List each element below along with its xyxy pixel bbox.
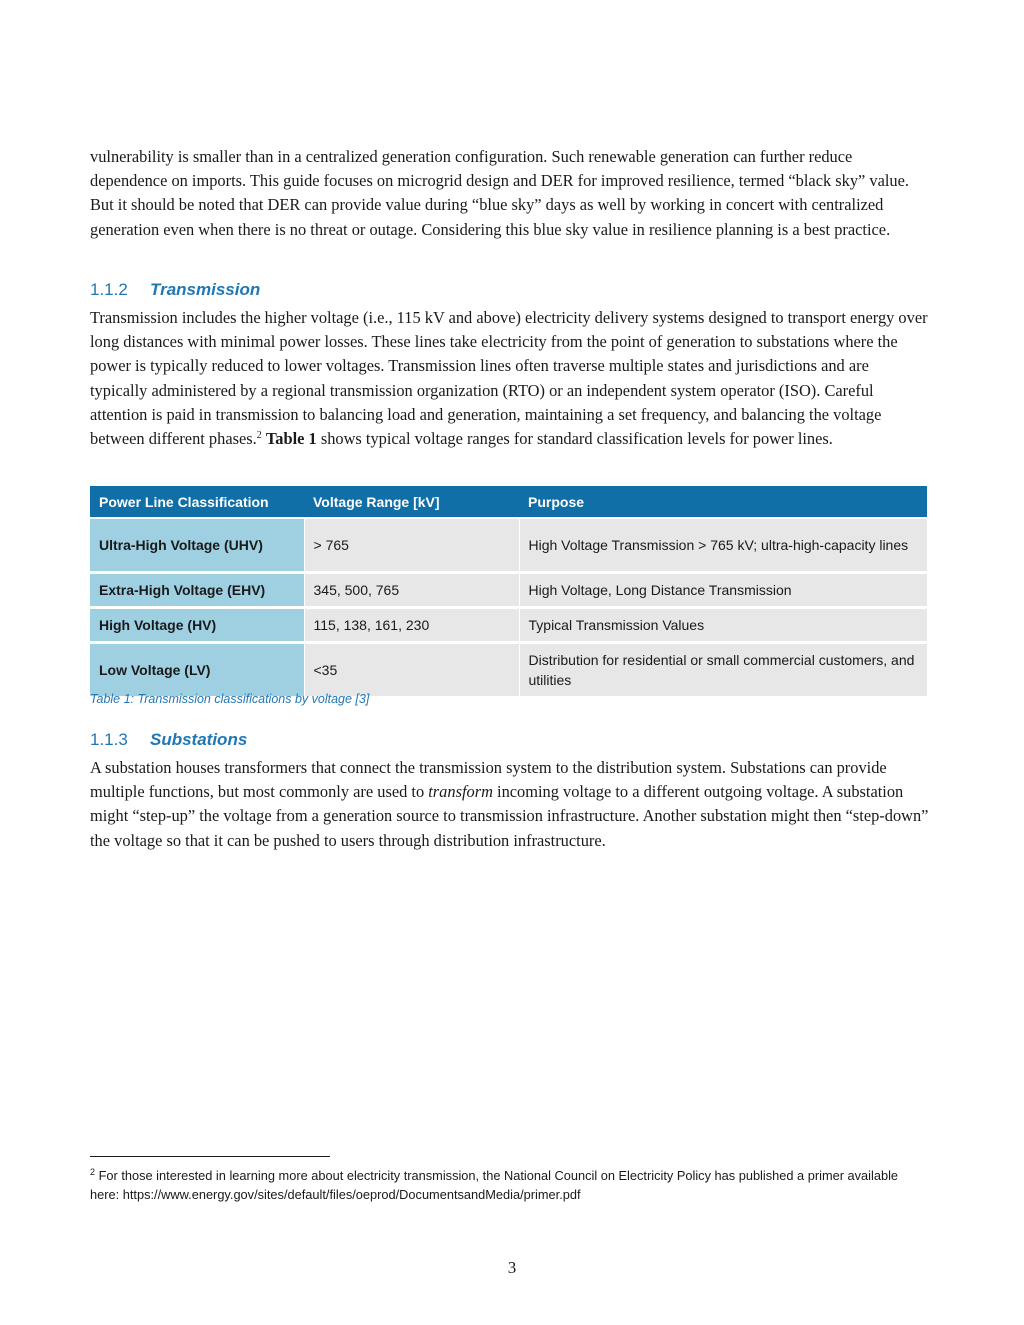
table-caption: Table 1: Transmission classifications by voltage [3] [90, 692, 370, 706]
cell-classification: Ultra-High Voltage (UHV) [90, 518, 304, 573]
header-voltage-range: Voltage Range [kV] [304, 486, 519, 518]
cell-classification: Low Voltage (LV) [90, 643, 304, 698]
footnote-marker: 2 [90, 1167, 96, 1177]
section-number: 1.1.2 [90, 280, 128, 299]
footnote-reference[interactable]: 2 [256, 430, 262, 442]
table-row [90, 643, 927, 698]
cell-purpose: Distribution for residential or small commercial customers, and utilities [519, 643, 927, 698]
header-classification: Power Line Classification [90, 486, 304, 518]
substations-body-before: A substation houses transformers that connect the transmission system to the distribution system. Substations can provide multiple functions, but most commonly are used to [90, 758, 887, 802]
table-row [90, 573, 927, 608]
table-row [90, 518, 927, 573]
substations-body-after: incoming voltage to a different outgoing voltage. A substation might “step-up” the voltage from a generation source to transmission infrastructure. Another substation might then “step-down” the voltage so that it can be pushed to users through distribution infrastructure. [90, 782, 929, 850]
voltage-classification-table [90, 486, 927, 699]
section-heading-substations [90, 729, 247, 751]
section-number: 1.1.3 [90, 730, 128, 749]
footnote [90, 1166, 930, 1204]
header-purpose: Purpose [519, 486, 927, 518]
footnote-text: For those interested in learning more about electricity transmission, the National Council on Electricity Policy has published a primer available here: https://www.energy.gov/sites/default/files/oeprod/DocumentsandMedia/primer.pdf [90, 1168, 899, 1202]
cell-classification: High Voltage (HV) [90, 608, 304, 643]
section-title: Substations [150, 730, 248, 749]
cell-voltage: 345, 500, 765 [304, 573, 519, 608]
cell-voltage: <35 [304, 643, 519, 698]
cell-purpose: Typical Transmission Values [519, 608, 927, 643]
cell-classification: Extra-High Voltage (EHV) [90, 573, 304, 608]
page-number: 3 [507, 1258, 517, 1277]
table-header-row [90, 486, 927, 518]
substations-paragraph [90, 756, 930, 853]
cell-voltage: 115, 138, 161, 230 [304, 608, 519, 643]
transmission-body-tail: shows typical voltage ranges for standard classification levels for power lines. [316, 429, 833, 449]
cell-voltage: > 765 [304, 518, 519, 573]
table-reference[interactable]: Table 1 [265, 429, 317, 449]
table-row [90, 608, 927, 643]
substations-body-italic: transform [428, 782, 493, 802]
section-heading-transmission [90, 279, 260, 301]
intro-paragraph: vulnerability is smaller than in a centralized generation configuration. Such renewable generation can further reduce dependence on imports. This guide focuses on microgrid design and DER for improved resilience, termed “black sky” value. But it should be noted that DER can provide value during “blue sky” days as well by working in concert with centralized generation even when there is no threat or outage. Considering this blue sky value in resilience planning is a best practice. [90, 147, 909, 239]
transmission-body-text: Transmission includes the higher voltage (i.e., 115 kV and above) electricity delivery systems designed to transport energy over long distances with minimal power losses. These lines take electricity from the point of generation to substations where the power is typically reduced to lower voltages. Transmission lines often traverse multiple states and jurisdictions and are typically administered by a regional transmission organization (RTO) or an independent system operator (ISO). Careful attention is paid in transmission to balancing load and generation, maintaining a set frequency, and balancing the voltage between different phases. [90, 308, 928, 449]
cell-purpose: High Voltage Transmission > 765 kV; ultra-high-capacity lines [519, 518, 927, 573]
section-title: Transmission [150, 280, 261, 299]
transmission-paragraph [90, 306, 930, 451]
cell-purpose: High Voltage, Long Distance Transmission [519, 573, 927, 608]
footnote-divider [90, 1156, 330, 1157]
